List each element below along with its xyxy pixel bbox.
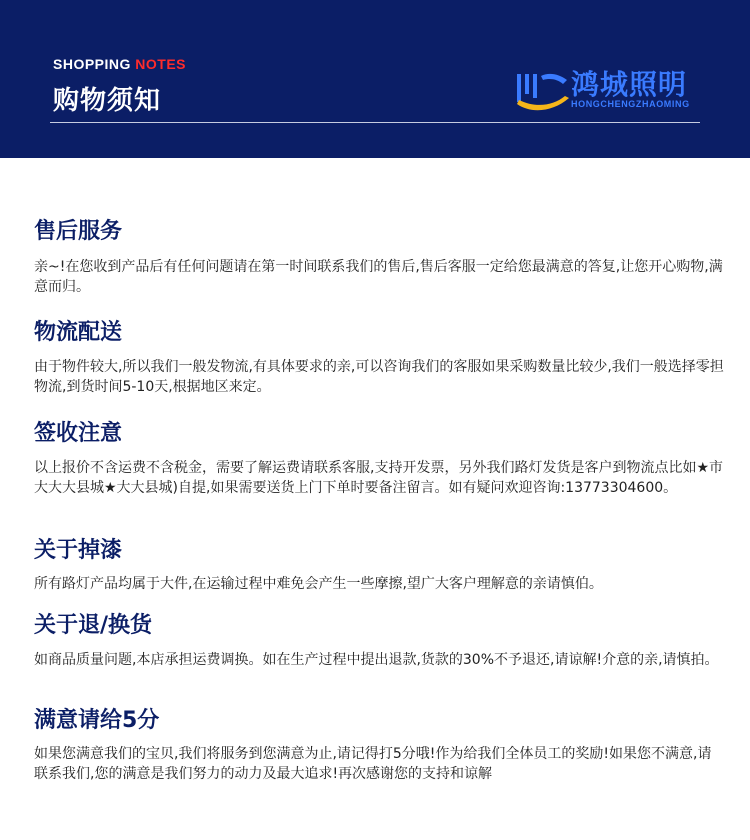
- section-body: 所有路灯产品均属于大件,在运输过程中难免会产生一些摩擦,望广大客户理解意的亲请慎伯。: [34, 576, 603, 592]
- section-signing: [34, 420, 724, 498]
- page-title: 购物须知: [53, 86, 162, 116]
- logo-subtitle: HONGCHENGZHAOMING: [571, 99, 690, 109]
- section-heading: 关于退/换货: [34, 613, 153, 638]
- section-logistics: [34, 319, 724, 397]
- section-returns: [34, 612, 724, 670]
- section-body: 亲~!在您收到产品后有任何问题请在第一时间联系我们的售后,售后客服一定给您最满意的答复,让您开心购物,满意而归。: [34, 259, 723, 295]
- header-banner: [0, 0, 750, 158]
- section-body: 如果您满意我们的宝贝,我们将服务到您满意为止,请记得打5分哦!作为给我们全体员工的奖励!如果您不满意,请联系我们,您的满意是我们努力的动力及最大追求!再次感谢您的支持和谅解: [34, 746, 712, 782]
- section-body: 由于物件较大,所以我们一般发物流,有具体要求的亲,可以咨询我们的客服如果采购数量比较少,我们一般选择零担物流,到货时间5-10天,根据地区来定。: [34, 359, 724, 395]
- section-heading: 物流配送: [34, 320, 123, 345]
- section-body: 以上报价不含运费不含税金，需要了解运费请联系客服,支持开发票，另外我们路灯发货是客户到物流点比如★市大大大县城★大大县城)自提,如果需要送货上门下单时要备注留言。如有疑问欢迎咨询:13773304600。: [34, 460, 723, 496]
- section-heading: 满意请给5分: [34, 708, 160, 733]
- section-heading: 签收注意: [34, 421, 123, 446]
- section-heading: 售后服务: [34, 219, 123, 244]
- header-eyebrow: [53, 56, 186, 72]
- section-body: 如商品质量问题,本店承担运费调换。如在生产过程中提出退款,货款的30%不予退还,请谅解!介意的亲,请慎拍。: [34, 652, 719, 668]
- logo-name: 鸿城照明: [571, 68, 688, 101]
- brand-logo: [515, 68, 705, 112]
- section-paint: [34, 537, 724, 594]
- header-divider: [50, 122, 700, 123]
- section-rating: [34, 707, 724, 784]
- section-after-sales: [34, 218, 724, 297]
- eyebrow-accent: NOTES: [135, 56, 187, 72]
- logo-mark-icon: [515, 70, 571, 112]
- eyebrow-main: SHOPPING: [53, 56, 131, 72]
- section-heading: 关于掉漆: [34, 538, 123, 563]
